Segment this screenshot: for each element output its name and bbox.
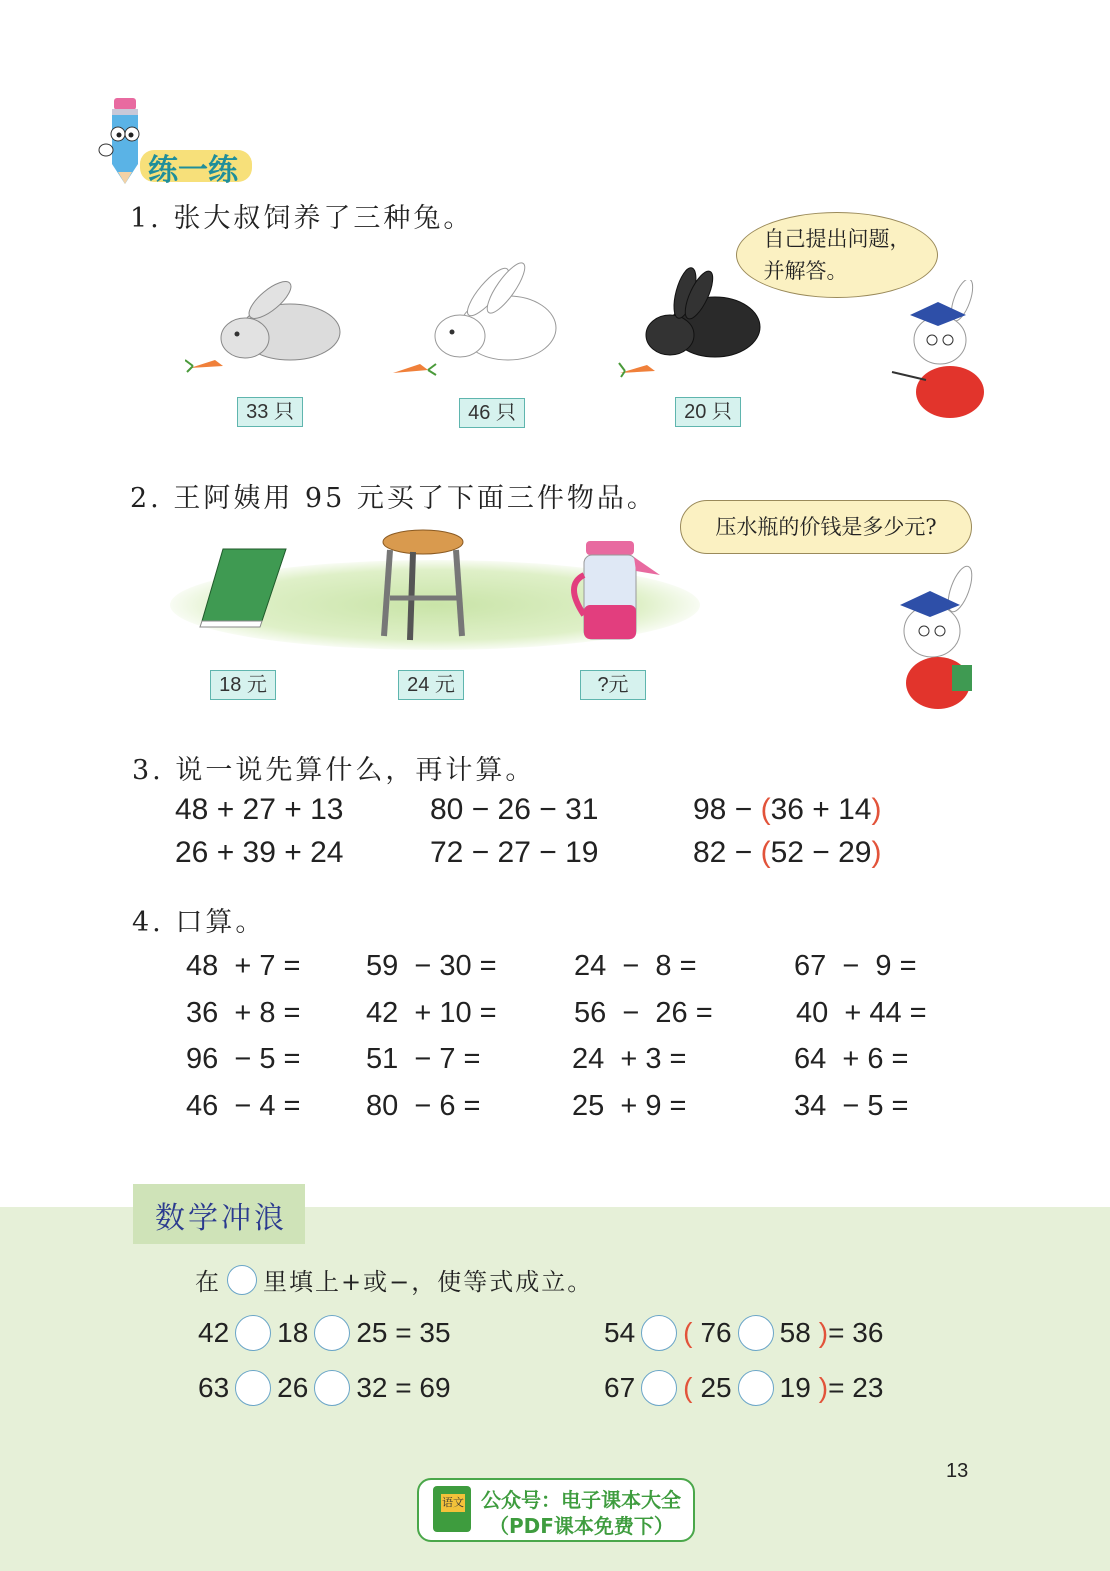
oral-item: 64 + 6 = — [794, 1043, 909, 1075]
q2-tag-stool: 24 元 — [398, 670, 464, 700]
eq1-n3: 25 = 35 — [356, 1317, 451, 1348]
equation-3 — [198, 1370, 451, 1406]
eq4-res: = 23 — [828, 1372, 884, 1403]
instr-post: 里填上+或−，使等式成立。 — [263, 1268, 594, 1296]
answer-circle[interactable] — [314, 1315, 350, 1351]
q3-expr-1a: 48 + 27 + 13 — [175, 793, 344, 826]
q2-speech-bubble — [680, 500, 972, 554]
question-4-text: 4. 口算。 — [132, 907, 266, 938]
q3-expr-2a: 26 + 39 + 24 — [175, 836, 344, 869]
answer-circle[interactable] — [738, 1315, 774, 1351]
eq4-n1: 67 — [604, 1372, 636, 1403]
oral-item: 48 + 7 = — [186, 950, 301, 982]
question-3-text: 3. 说一说先算什么，再计算。 — [132, 755, 536, 786]
answer-circle[interactable] — [314, 1370, 350, 1406]
oral-item: 34 − 5 = — [794, 1090, 909, 1122]
section-title: 练一练 — [148, 153, 238, 188]
eq4-n3: 19 — [779, 1372, 811, 1403]
q1-tag-gray: 33 只 — [237, 397, 303, 427]
eq4-rparen: ) — [818, 1372, 829, 1403]
oral-item: 96 − 5 = — [186, 1043, 301, 1075]
oral-item: 25 + 9 = — [572, 1090, 687, 1122]
thermos-icon — [560, 535, 665, 645]
equation-2 — [604, 1315, 883, 1351]
instr-pre: 在 — [195, 1268, 221, 1296]
badge-line-1: 公众号：电子课本大全 — [481, 1488, 681, 1512]
book-logo-icon — [433, 1486, 471, 1532]
q2-tag-thermos: ?元 — [580, 670, 646, 700]
equation-1 — [198, 1315, 451, 1351]
eq2-n2: 76 — [700, 1317, 732, 1348]
q1-bubble-line1: 自己提出问题， — [763, 227, 911, 251]
eq4-lparen: ( — [683, 1372, 693, 1403]
q3-1c-pre: 98 − — [693, 793, 761, 826]
teacher-rabbit-icon — [890, 280, 1000, 420]
q3-2c-pre: 82 − — [693, 836, 761, 869]
q2-bubble-text: 压水瓶的价钱是多少元? — [715, 515, 937, 539]
q3-2c-lparen: ( — [760, 836, 771, 869]
stool-icon — [378, 528, 468, 643]
q1-tag-black: 20 只 — [675, 397, 741, 427]
answer-circle[interactable] — [641, 1370, 677, 1406]
oral-item: 24 − 8 = — [574, 950, 697, 982]
q3-2c-mid: 52 − 29 — [770, 836, 872, 869]
eq2-n1: 54 — [604, 1317, 636, 1348]
answer-circle[interactable] — [641, 1315, 677, 1351]
student-rabbit-icon — [880, 565, 1000, 720]
badge-icon-text: 语文 — [441, 1494, 465, 1512]
challenge-instruction — [195, 1262, 593, 1297]
oral-item: 36 + 8 = — [186, 997, 301, 1029]
q3-2c-rparen: ) — [871, 836, 882, 869]
equation-4 — [604, 1370, 883, 1406]
q2-tag-book: 18 元 — [210, 670, 276, 700]
q3-expr-1b: 80 − 26 − 31 — [430, 793, 599, 826]
q3-expr-1c — [693, 793, 882, 827]
q1-tag-white: 46 只 — [459, 398, 525, 428]
eq3-n1: 63 — [198, 1372, 230, 1403]
white-rabbit-icon — [388, 258, 573, 383]
oral-item: 46 − 4 = — [186, 1090, 301, 1122]
oral-item: 56 − 26 = — [574, 997, 713, 1029]
oral-item: 80 − 6 = — [366, 1090, 481, 1122]
eq3-n3: 32 = 69 — [356, 1372, 451, 1403]
watermark-badge — [417, 1478, 695, 1542]
oral-item: 59 − 30 = — [366, 950, 497, 982]
eq2-lparen: ( — [683, 1317, 693, 1348]
eq3-n2: 26 — [277, 1372, 309, 1403]
eq1-n2: 18 — [277, 1317, 309, 1348]
question-2-text: 2. 王阿姨用 95 元买了下面三件物品。 — [130, 483, 657, 514]
challenge-tab-label: 数学冲浪 — [155, 1201, 287, 1236]
book-icon — [198, 545, 288, 630]
eq2-rparen: ) — [818, 1317, 829, 1348]
question-1-text: 1. 张大叔饲养了三种兔。 — [130, 203, 474, 234]
q3-1c-lparen: ( — [760, 793, 771, 826]
eq2-res: = 36 — [828, 1317, 884, 1348]
q3-1c-rparen: ) — [871, 793, 882, 826]
oral-item: 40 + 44 = — [796, 997, 927, 1029]
oral-item: 42 + 10 = — [366, 997, 497, 1029]
q3-expr-2c — [693, 836, 882, 870]
page-number: 13 — [946, 1460, 969, 1482]
black-rabbit-icon — [615, 265, 770, 380]
eq4-n2: 25 — [700, 1372, 732, 1403]
oral-item: 67 − 9 = — [794, 950, 917, 982]
q3-1c-mid: 36 + 14 — [770, 793, 872, 826]
eq2-n3: 58 — [779, 1317, 811, 1348]
eq1-n1: 42 — [198, 1317, 230, 1348]
answer-circle[interactable] — [738, 1370, 774, 1406]
badge-line-2: （PDF课本免费下） — [489, 1514, 674, 1538]
q1-bubble-line2: 并解答。 — [763, 259, 848, 283]
sample-circle-icon — [227, 1265, 257, 1295]
answer-circle[interactable] — [235, 1370, 271, 1406]
answer-circle[interactable] — [235, 1315, 271, 1351]
gray-rabbit-icon — [185, 270, 355, 380]
oral-item: 24 + 3 = — [572, 1043, 687, 1075]
q3-expr-2b: 72 − 27 − 19 — [430, 836, 599, 869]
oral-item: 51 − 7 = — [366, 1043, 481, 1075]
